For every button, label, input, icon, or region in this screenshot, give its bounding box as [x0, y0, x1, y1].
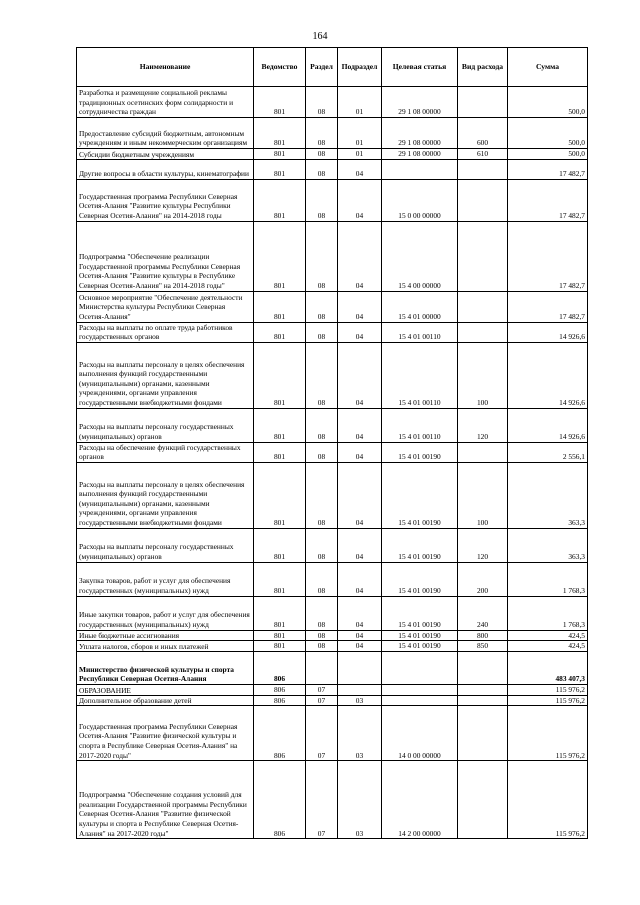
table-row	[77, 342, 588, 408]
page-number: 164	[312, 31, 328, 42]
cell-target: 15 4 01 00110	[382, 408, 458, 442]
table-row	[77, 442, 588, 462]
row-name-text: Субсидии бюджетным учреждениям	[79, 149, 195, 159]
cell-sum: 17 482,7	[508, 159, 588, 179]
header-sum: Сумма	[508, 48, 588, 87]
row-name-text: Предоставление субсидий бюджетным, автономным учреждениям и иным некоммерческим организациям	[79, 128, 248, 148]
cell-target	[382, 695, 458, 706]
cell-department: 801	[254, 149, 306, 160]
cell-section: 08	[306, 462, 338, 528]
cell-name	[77, 596, 254, 630]
cell-target: 29 1 08 00000	[382, 118, 458, 149]
table-row	[77, 562, 588, 596]
table-row	[77, 596, 588, 630]
cell-expense-type: 610	[458, 149, 508, 160]
cell-target	[382, 159, 458, 179]
cell-subsection: 04	[338, 322, 382, 342]
row-name-text: Расходы на выплаты персоналу государственных (муниципальных) органов	[79, 542, 234, 561]
cell-section: 08	[306, 342, 338, 408]
cell-section: 08	[306, 159, 338, 179]
cell-department: 801	[254, 442, 306, 462]
cell-target: 15 4 01 00190	[382, 630, 458, 641]
cell-sum: 363,3	[508, 528, 588, 562]
cell-section: 08	[306, 630, 338, 641]
cell-target: 14 2 00 00000	[382, 761, 458, 839]
cell-target	[382, 651, 458, 684]
cell-name	[77, 761, 254, 839]
cell-expense-type	[458, 761, 508, 839]
cell-section: 08	[306, 118, 338, 149]
header-department: Ведомство	[254, 48, 306, 87]
cell-subsection: 04	[338, 562, 382, 596]
cell-subsection: 03	[338, 761, 382, 839]
cell-sum: 1 768,3	[508, 562, 588, 596]
table-row	[77, 408, 588, 442]
cell-department: 806	[254, 695, 306, 706]
cell-expense-type: 850	[458, 641, 508, 652]
cell-expense-type	[458, 684, 508, 695]
cell-name	[77, 408, 254, 442]
cell-name	[77, 462, 254, 528]
cell-expense-type	[458, 695, 508, 706]
cell-expense-type: 100	[458, 462, 508, 528]
cell-name	[77, 684, 254, 695]
cell-name	[77, 651, 254, 684]
budget-table	[76, 47, 588, 839]
cell-subsection: 01	[338, 118, 382, 149]
cell-section: 08	[306, 562, 338, 596]
cell-subsection: 04	[338, 462, 382, 528]
table-row	[77, 651, 588, 684]
cell-department: 801	[254, 528, 306, 562]
cell-department: 801	[254, 87, 306, 118]
row-name-text: Расходы на выплаты персоналу в целях обеспечения выполнения функций государственными (муниципальными) органами, казенными учреждениями, органами управления государственными внебюджетными фондами	[79, 359, 245, 407]
cell-section: 07	[306, 706, 338, 761]
row-name-text: Расходы на выплаты по оплате труда работников государственных органов	[79, 322, 233, 342]
cell-expense-type	[458, 221, 508, 291]
cell-name	[77, 118, 254, 149]
cell-subsection: 04	[338, 221, 382, 291]
cell-target	[382, 684, 458, 695]
cell-department: 801	[254, 342, 306, 408]
table-row	[77, 695, 588, 706]
row-name-text: Государственная программа Республики Северная Осетия-Алания "Развитие физической культуры и спорта в Республике Северная Осетия-Алания" на 2017-2020 годы"	[79, 721, 238, 760]
cell-subsection: 04	[338, 291, 382, 322]
cell-sum: 115 976,2	[508, 761, 588, 839]
cell-name	[77, 442, 254, 462]
row-name-text: Министерство физической культуры и спорта Республики Северная Осетия-Алания	[79, 664, 234, 684]
cell-subsection: 03	[338, 706, 382, 761]
cell-sum: 17 482,7	[508, 221, 588, 291]
cell-department: 801	[254, 159, 306, 179]
cell-name	[77, 630, 254, 641]
row-name-text: Дополнительное образование детей	[79, 696, 192, 706]
cell-subsection: 01	[338, 149, 382, 160]
cell-sum: 2 556,1	[508, 442, 588, 462]
row-name-text: Закупка товаров, работ и услуг для обеспечения государственных (муниципальных) нужд	[79, 576, 231, 595]
cell-department: 801	[254, 596, 306, 630]
cell-section: 07	[306, 684, 338, 695]
cell-subsection	[338, 651, 382, 684]
cell-sum: 424,5	[508, 630, 588, 641]
row-name-text: Уплата налогов, сборов и иных платежей	[79, 641, 209, 651]
cell-subsection: 04	[338, 596, 382, 630]
cell-name	[77, 179, 254, 221]
row-name-text: Другие вопросы в области культуры, кинематографии	[79, 169, 249, 178]
cell-department: 801	[254, 462, 306, 528]
cell-target: 29 1 08 00000	[382, 149, 458, 160]
cell-name	[77, 528, 254, 562]
cell-subsection: 04	[338, 179, 382, 221]
cell-sum: 115 976,2	[508, 695, 588, 706]
cell-target: 15 4 01 00190	[382, 528, 458, 562]
header-target: Целевая статья	[382, 48, 458, 87]
table-row	[77, 761, 588, 839]
cell-expense-type: 240	[458, 596, 508, 630]
row-name-text: Иные закупки товаров, работ и услуг для обеспечения государственных (муниципальных) нужд	[79, 610, 250, 629]
cell-sum: 483 407,3	[508, 651, 588, 684]
table-row	[77, 179, 588, 221]
cell-subsection: 04	[338, 641, 382, 652]
table-row	[77, 528, 588, 562]
cell-section: 08	[306, 291, 338, 322]
cell-section: 08	[306, 149, 338, 160]
cell-subsection: 04	[338, 342, 382, 408]
header-subsection: Подраздел	[338, 48, 382, 87]
cell-subsection: 04	[338, 408, 382, 442]
cell-expense-type: 200	[458, 562, 508, 596]
cell-sum: 500,0	[508, 118, 588, 149]
table-row	[77, 462, 588, 528]
header-expense-type: Вид расхода	[458, 48, 508, 87]
cell-section: 08	[306, 221, 338, 291]
cell-name	[77, 342, 254, 408]
cell-expense-type: 600	[458, 118, 508, 149]
row-name-text: Расходы на выплаты персоналу в целях обеспечения выполнения функций государственными (муниципальными) органами, казенными учреждениями, органами управления государственными внебюджетными фондами	[79, 479, 245, 527]
cell-name	[77, 562, 254, 596]
cell-section: 07	[306, 695, 338, 706]
cell-expense-type: 120	[458, 528, 508, 562]
cell-department: 806	[254, 684, 306, 695]
cell-name	[77, 641, 254, 652]
cell-name	[77, 159, 254, 179]
cell-target: 15 4 01 00110	[382, 342, 458, 408]
row-name-text: Иные бюджетные ассигнования	[79, 631, 180, 641]
cell-department: 801	[254, 562, 306, 596]
table-row	[77, 159, 588, 179]
cell-sum: 363,3	[508, 462, 588, 528]
row-name-text: Разработка и размещение социальной рекламы традиционных осетинских форм солидарности и сотрудничества граждан	[79, 88, 234, 117]
cell-expense-type	[458, 442, 508, 462]
cell-expense-type: 800	[458, 630, 508, 641]
cell-sum: 14 926,6	[508, 322, 588, 342]
cell-department: 801	[254, 179, 306, 221]
cell-sum: 500,0	[508, 87, 588, 118]
cell-expense-type	[458, 291, 508, 322]
table-row	[77, 641, 588, 652]
cell-section: 08	[306, 596, 338, 630]
cell-department: 801	[254, 641, 306, 652]
table-row	[77, 322, 588, 342]
row-name-text: ОБРАЗОВАНИЕ	[79, 685, 131, 695]
cell-target: 15 4 01 00110	[382, 322, 458, 342]
cell-sum: 17 482,7	[508, 179, 588, 221]
cell-department: 806	[254, 706, 306, 761]
cell-target: 15 4 00 00000	[382, 221, 458, 291]
cell-section: 08	[306, 408, 338, 442]
cell-name	[77, 322, 254, 342]
cell-target: 15 4 01 00190	[382, 442, 458, 462]
table-row	[77, 291, 588, 322]
cell-subsection: 04	[338, 630, 382, 641]
cell-department: 801	[254, 221, 306, 291]
cell-sum: 1 768,3	[508, 596, 588, 630]
cell-sum: 17 482,7	[508, 291, 588, 322]
table-row	[77, 630, 588, 641]
cell-target: 15 4 01 00190	[382, 596, 458, 630]
cell-expense-type	[458, 87, 508, 118]
cell-sum: 115 976,2	[508, 706, 588, 761]
cell-section: 07	[306, 761, 338, 839]
cell-expense-type	[458, 706, 508, 761]
cell-name	[77, 291, 254, 322]
cell-section: 08	[306, 87, 338, 118]
cell-expense-type	[458, 322, 508, 342]
cell-expense-type: 100	[458, 342, 508, 408]
cell-subsection: 01	[338, 87, 382, 118]
cell-department: 801	[254, 408, 306, 442]
header-section: Раздел	[306, 48, 338, 87]
table-row	[77, 118, 588, 149]
cell-sum: 14 926,6	[508, 408, 588, 442]
cell-department: 801	[254, 118, 306, 149]
cell-name	[77, 149, 254, 160]
cell-sum: 500,0	[508, 149, 588, 160]
table-row	[77, 684, 588, 695]
cell-target: 14 0 00 00000	[382, 706, 458, 761]
table-header-row	[77, 48, 588, 87]
cell-department: 801	[254, 322, 306, 342]
cell-name	[77, 695, 254, 706]
cell-name	[77, 87, 254, 118]
cell-department: 806	[254, 651, 306, 684]
cell-target: 15 4 01 00190	[382, 462, 458, 528]
cell-expense-type	[458, 651, 508, 684]
cell-sum: 115 976,2	[508, 684, 588, 695]
cell-section: 08	[306, 528, 338, 562]
cell-target: 15 4 01 00190	[382, 641, 458, 652]
cell-name	[77, 706, 254, 761]
cell-section: 08	[306, 322, 338, 342]
cell-target: 15 0 00 00000	[382, 179, 458, 221]
row-name-text: Подпрограмма "Обеспечение создания условий для реализации Государственной программы Республики Северная Осетия-Алания "Развитие физической культуры и спорта в Республике Северная Осетия-Алания" на 2017-2020 годы"	[79, 790, 247, 838]
cell-sum: 424,5	[508, 641, 588, 652]
table-row	[77, 221, 588, 291]
cell-department: 801	[254, 630, 306, 641]
table-row	[77, 87, 588, 118]
cell-section: 08	[306, 442, 338, 462]
cell-expense-type	[458, 179, 508, 221]
header-name: Наименование	[77, 48, 254, 87]
cell-section: 08	[306, 641, 338, 652]
cell-subsection	[338, 684, 382, 695]
cell-subsection: 04	[338, 442, 382, 462]
cell-section: 08	[306, 179, 338, 221]
cell-expense-type: 120	[458, 408, 508, 442]
cell-subsection: 04	[338, 159, 382, 179]
cell-name	[77, 221, 254, 291]
cell-section	[306, 651, 338, 684]
row-name-text: Подпрограмма "Обеспечение реализации Государственной программы Республики Северная Осетия-Алания "Развитие культуры в Республике Северная Осетия-Алания" на 2014-2018 годы"	[79, 252, 241, 290]
table-row	[77, 706, 588, 761]
table-row	[77, 149, 588, 160]
cell-target: 29 1 08 00000	[382, 87, 458, 118]
row-name-text: Расходы на обеспечение функций государственных органов	[79, 442, 241, 462]
cell-department: 801	[254, 291, 306, 322]
cell-target: 15 4 01 00000	[382, 291, 458, 322]
cell-subsection: 03	[338, 695, 382, 706]
cell-sum: 14 926,6	[508, 342, 588, 408]
row-name-text: Основное мероприятие "Обеспечение деятельности Министерства культуры Республики Северная Осетия-Алания"	[79, 292, 243, 321]
row-name-text: Расходы на выплаты персоналу государственных (муниципальных) органов	[79, 422, 234, 441]
cell-subsection: 04	[338, 528, 382, 562]
cell-target: 15 4 01 00190	[382, 562, 458, 596]
cell-expense-type	[458, 159, 508, 179]
row-name-text: Государственная программа Республики Северная Осетия-Алания "Развитие культуры Республики Северная Осетия-Алания" на 2014-2018 годы	[79, 191, 238, 220]
table-body	[77, 87, 588, 839]
cell-department: 806	[254, 761, 306, 839]
